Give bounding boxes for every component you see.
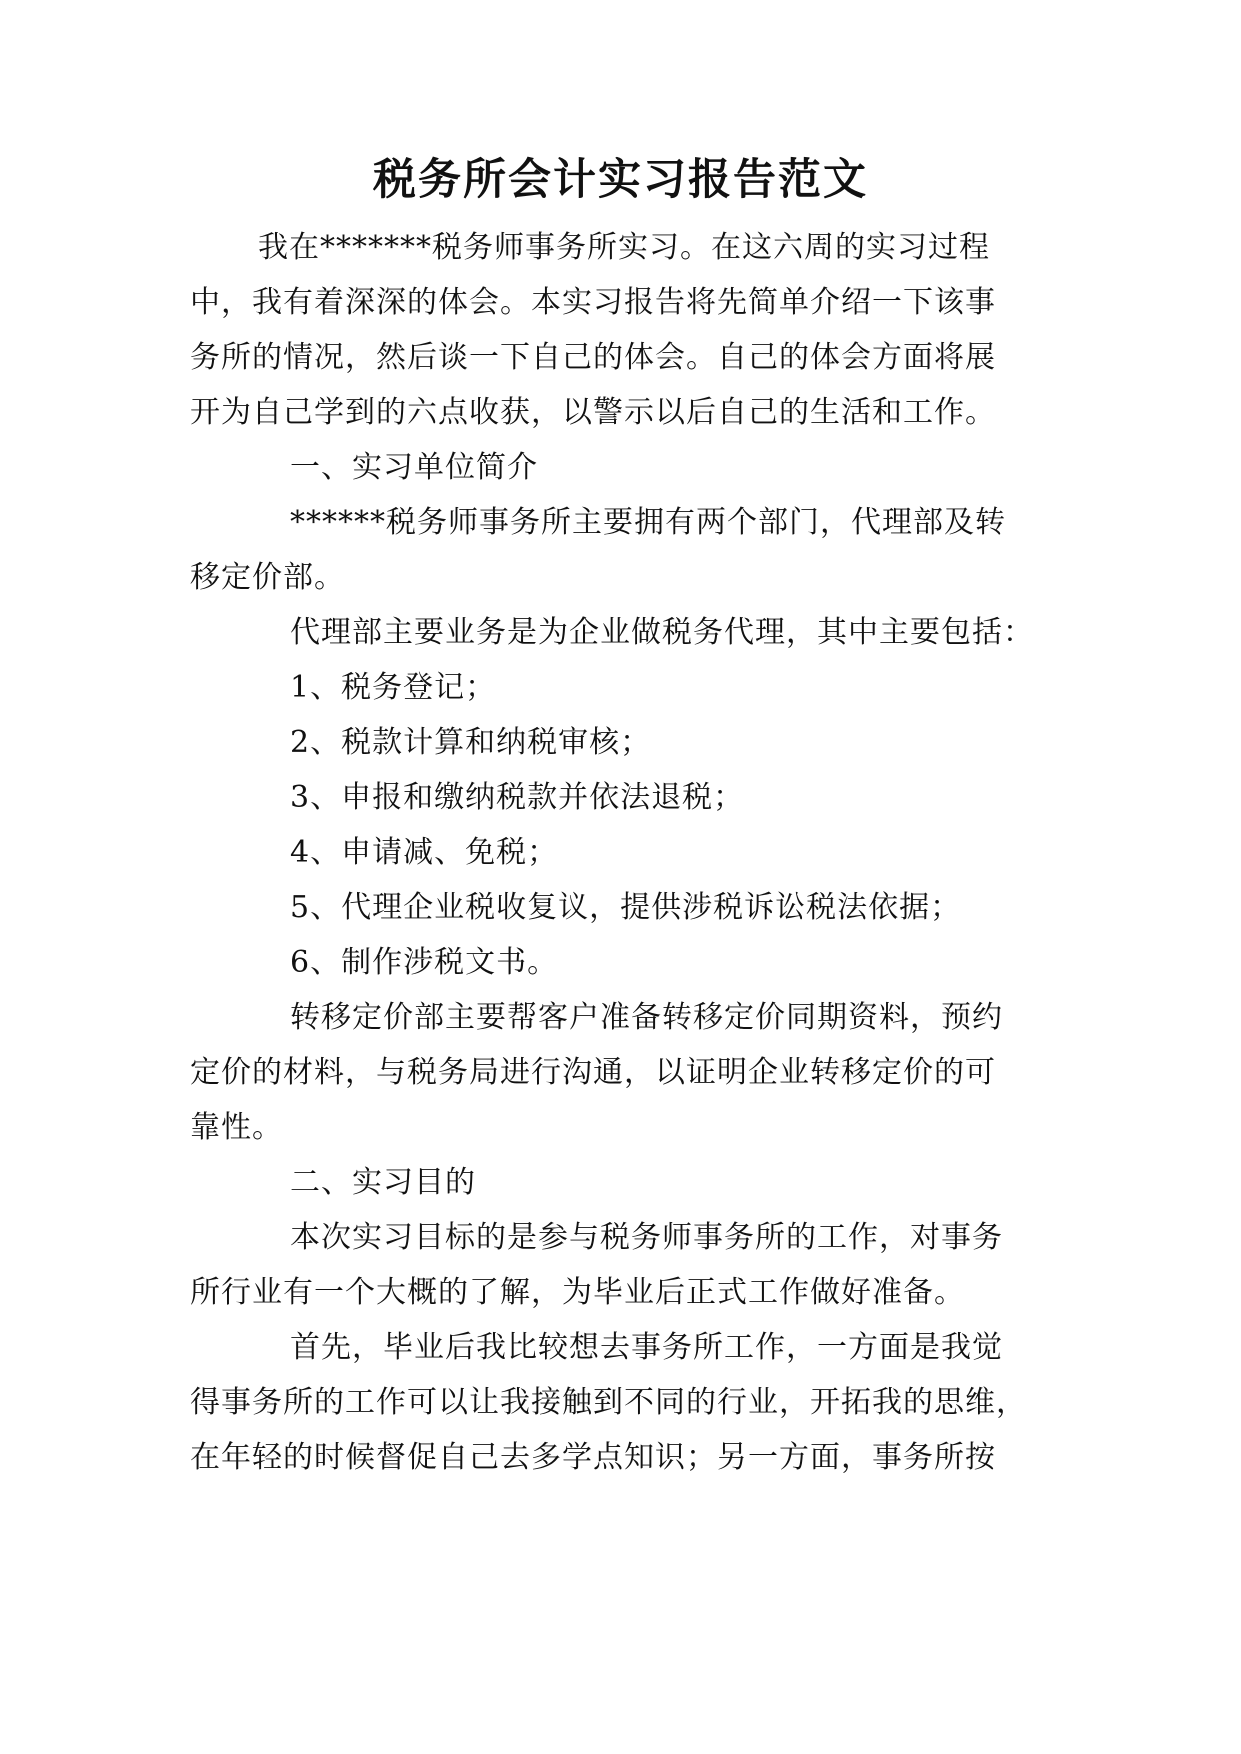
section-heading: 二、实习目的: [290, 1165, 476, 1200]
list-item: 1、税务登记；: [290, 670, 497, 705]
paragraph-line: 转移定价部主要帮客户准备转移定价同期资料，预约: [290, 1000, 1003, 1035]
paragraph-line: 务所的情况，然后谈一下自己的体会。自己的体会方面将展: [190, 340, 996, 375]
list-item: 4、申请减、免税；: [290, 835, 559, 870]
paragraph-line: 移定价部。: [190, 560, 345, 595]
paragraph-line: 在年轻的时候督促自己去多学点知识；另一方面，事务所按: [190, 1440, 996, 1475]
paragraph-line: 本次实习目标的是参与税务师事务所的工作，对事务: [290, 1220, 1003, 1255]
section-heading: 一、实习单位简介: [290, 450, 538, 485]
paragraph-line: 中，我有着深深的体会。本实习报告将先简单介绍一下该事: [190, 285, 996, 320]
paragraph-line: 定价的材料，与税务局进行沟通，以证明企业转移定价的可: [190, 1055, 996, 1090]
list-item: 5、代理企业税收复议，提供涉税诉讼税法依据；: [290, 890, 962, 925]
paragraph-line: 得事务所的工作可以让我接触到不同的行业，开拓我的思维，: [190, 1385, 1027, 1420]
paragraph-line: ******税务师事务所主要拥有两个部门，代理部及转: [290, 505, 1006, 540]
paragraph-line: 代理部主要业务是为企业做税务代理，其中主要包括：: [290, 615, 1034, 650]
list-item: 3、申报和缴纳税款并依法退税；: [290, 780, 745, 815]
paragraph-line: 我在*******税务师事务所实习。在这六周的实习过程: [258, 230, 990, 265]
document-title: 税务所会计实习报告范文: [373, 155, 868, 205]
list-item: 6、制作涉税文书。: [290, 945, 559, 980]
list-item: 2、税款计算和纳税审核；: [290, 725, 652, 760]
paragraph-line: 靠性。: [190, 1110, 283, 1145]
paragraph-line: 所行业有一个大概的了解，为毕业后正式工作做好准备。: [190, 1275, 965, 1310]
paragraph-line: 首先，毕业后我比较想去事务所工作，一方面是我觉: [290, 1330, 1003, 1365]
paragraph-line: 开为自己学到的六点收获，以警示以后自己的生活和工作。: [190, 395, 996, 430]
